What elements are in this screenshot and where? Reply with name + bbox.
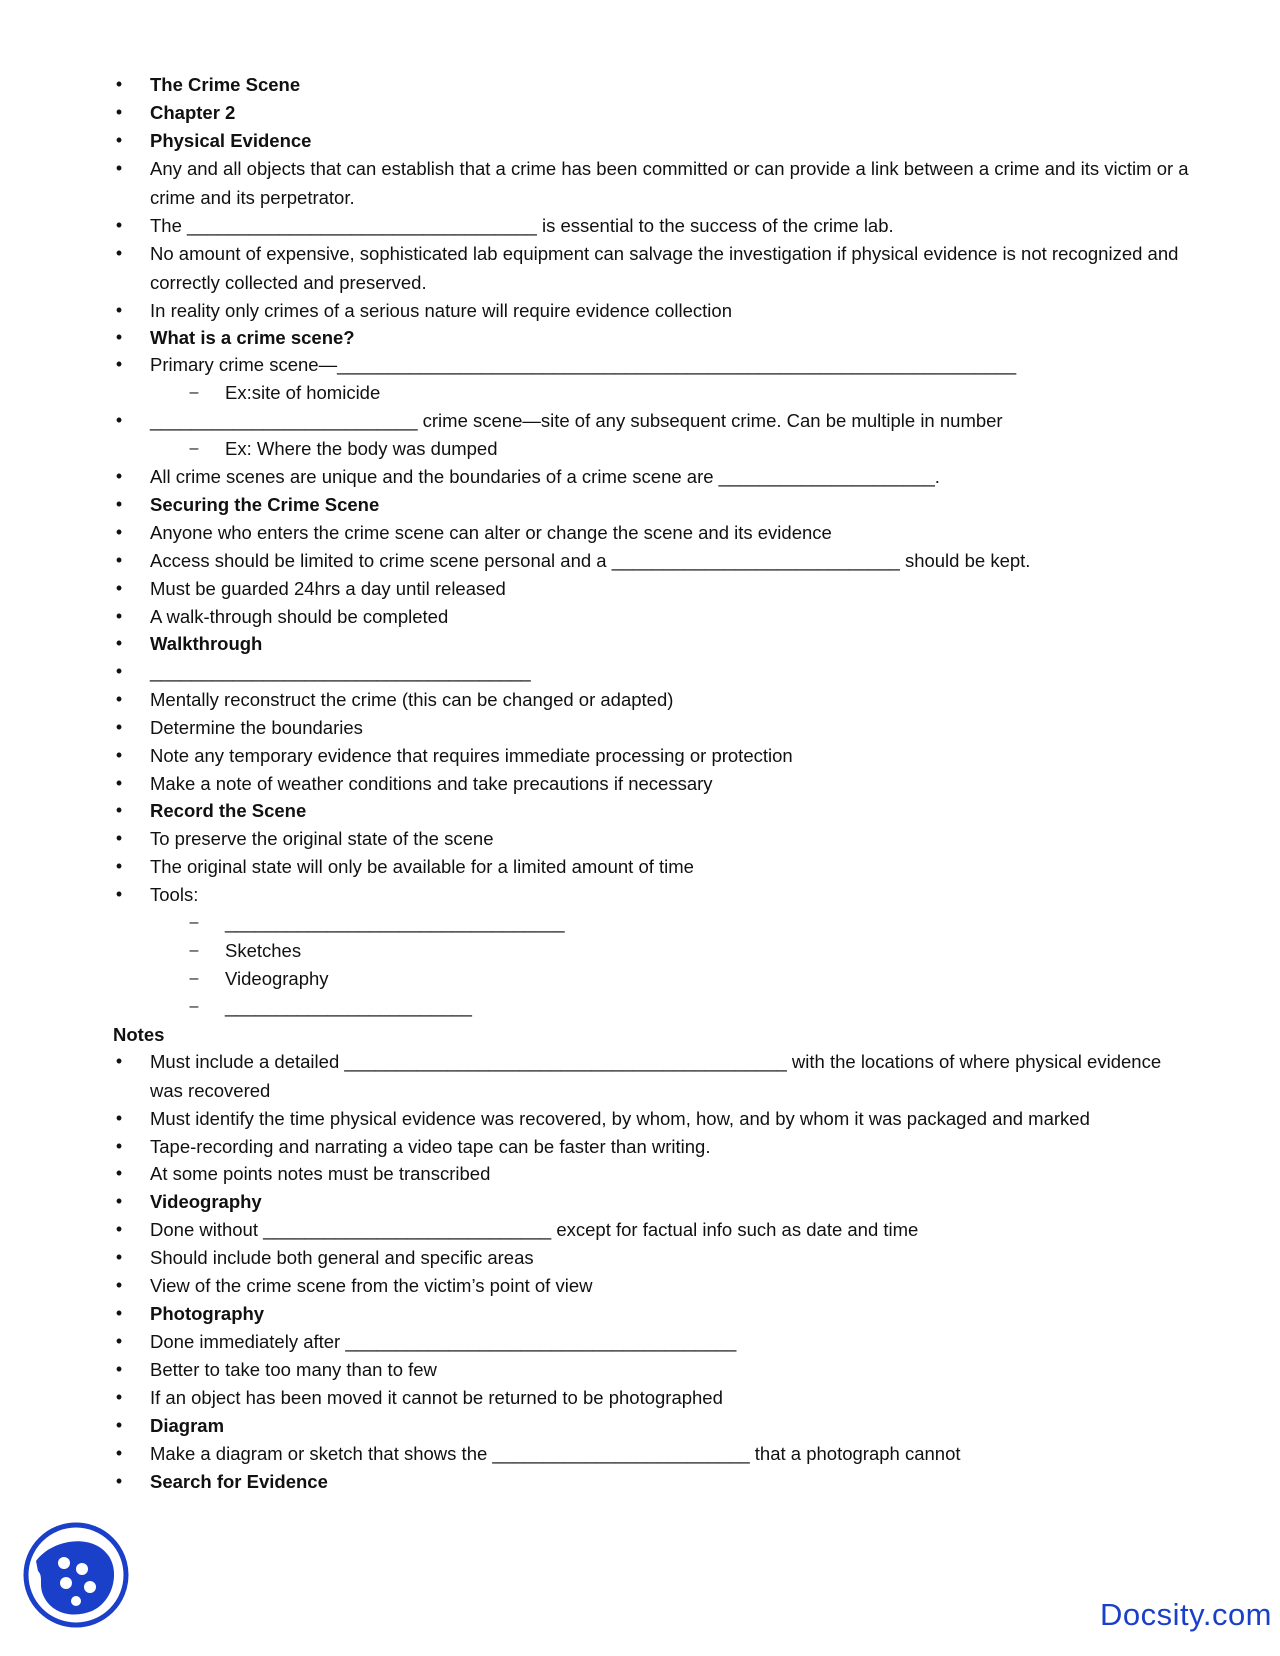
list-item: All crime scenes are unique and the boundaries of a crime scene are _____________________. [150,466,940,487]
list-item: Better to take too many than to few [150,1359,437,1380]
bullet-icon: • [115,327,123,347]
list-item: The __________________________________ is essential to the success of the crime lab. [150,215,894,236]
bullet-icon: • [115,1443,123,1463]
list-item: If an object has been moved it cannot be returned to be photographed [150,1387,723,1408]
bullet-icon: • [115,1331,123,1351]
bullet-heading: Search for Evidence [150,1471,328,1492]
list-item: Must identify the time physical evidence was recovered, by whom, how, and by whom it was packaged and marked [150,1108,1090,1129]
list-item: Note any temporary evidence that requires immediate processing or protection [150,745,793,766]
bullet-icon: • [115,494,123,514]
bullet-heading: Record the Scene [150,800,307,821]
bullet-icon: • [115,745,123,765]
bullet-icon: • [115,1136,123,1156]
bullet-heading: Photography [150,1303,265,1324]
list-item: Must include a detailed ___________________________________________ with the locations of where physical evidence was recovered [150,1051,1162,1101]
dash-icon: – [189,440,199,457]
list-item: Make a note of weather conditions and take precautions if necessary [150,773,713,794]
sub-list-item: _________________________________ [225,912,565,933]
bullet-icon: • [115,1247,123,1267]
bullet-icon: • [115,1108,123,1128]
bullet-icon: • [115,158,123,178]
bullet-heading: Physical Evidence [150,130,312,151]
bullet-icon: • [115,1191,123,1211]
list-item: Done immediately after ______________________________________ [150,1331,737,1352]
bullet-icon: • [115,466,123,486]
list-item: Tape-recording and narrating a video tape can be faster than writing. [150,1136,711,1157]
bullet-icon: • [115,856,123,876]
docsity-brand-link[interactable]: Docsity.com [1100,1597,1273,1632]
bullet-icon: • [115,606,123,626]
bullet-icon: • [115,550,123,570]
list-item: A walk-through should be completed [150,606,449,627]
bullet-icon: • [115,689,123,709]
list-item: To preserve the original state of the scene [150,828,494,849]
bullet-icon: • [115,1387,123,1407]
docsity-logo-icon [22,1521,130,1629]
dash-icon: – [189,914,199,931]
bullet-heading: Walkthrough [150,633,263,654]
bullet-icon: • [115,130,123,150]
list-item: Must be guarded 24hrs a day until released [150,578,506,599]
bullet-heading: Securing the Crime Scene [150,494,380,515]
bullet-heading: Videography [150,1191,262,1212]
list-item: Mentally reconstruct the crime (this can be changed or adapted) [150,689,674,710]
bullet-icon: • [115,578,123,598]
dash-icon: – [189,970,199,987]
bullet-icon: • [115,74,123,94]
list-item: Any and all objects that can establish that a crime has been committed or can provide a link between a crime and its victim or a crime and its perpetrator. [150,158,1189,208]
bullet-icon: • [115,354,123,374]
list-item: The original state will only be available for a limited amount of time [150,856,694,877]
list-item: No amount of expensive, sophisticated lab equipment can salvage the investigation if physical evidence is not recognized and correctly collected and preserved. [150,243,1179,293]
bullet-icon: • [115,243,123,263]
bullet-icon: • [115,102,123,122]
list-item: __________________________ crime scene—site of any subsequent crime. Can be multiple in number [150,410,1003,431]
dash-icon: – [189,942,199,959]
bullet-heading: What is a crime scene? [150,327,355,348]
sub-list-item: Ex: Where the body was dumped [225,438,498,459]
bullet-icon: • [115,633,123,653]
bullet-icon: • [115,828,123,848]
bullet-icon: • [115,1471,123,1491]
bullet-icon: • [115,300,123,320]
list-item: Access should be limited to crime scene personal and a ____________________________ should be kept. [150,550,1031,571]
sub-list-item: Sketches [225,940,302,961]
sub-list-item: Ex:site of homicide [225,382,381,403]
bullet-icon: • [115,1415,123,1435]
list-item: Tools: [150,884,199,905]
dash-icon: – [189,384,199,401]
bullet-icon: • [115,1303,123,1323]
bullet-icon: • [115,522,123,542]
bullet-icon: • [115,1275,123,1295]
bullet-heading: Diagram [150,1415,225,1436]
list-item: Determine the boundaries [150,717,363,738]
bullet-icon: • [115,773,123,793]
list-item: Anyone who enters the crime scene can alter or change the scene and its evidence [150,522,832,543]
list-item: Primary crime scene—__________________________________________________________________ [150,354,1017,375]
sub-list-item: ________________________ [225,996,472,1017]
bullet-icon: • [115,1163,123,1183]
bullet-icon: • [115,800,123,820]
sub-list-item: Videography [225,968,329,989]
bullet-icon: • [115,884,123,904]
list-item: At some points notes must be transcribed [150,1163,491,1184]
list-item: _____________________________________ [150,661,531,682]
bullet-icon: • [115,1359,123,1379]
list-item: View of the crime scene from the victim’s point of view [150,1275,593,1296]
bullet-icon: • [115,1219,123,1239]
bullet-icon: • [115,410,123,430]
dash-icon: – [189,998,199,1015]
section-heading: Notes [113,1024,165,1045]
bullet-heading: The Crime Scene [150,74,301,95]
bullet-icon: • [115,661,123,681]
bullet-icon: • [115,215,123,235]
bullet-icon: • [115,1051,123,1071]
list-item: In reality only crimes of a serious nature will require evidence collection [150,300,732,321]
bullet-heading: Chapter 2 [150,102,236,123]
list-item: Should include both general and specific areas [150,1247,534,1268]
list-item: Make a diagram or sketch that shows the _________________________ that a photograph cannot [150,1443,961,1464]
list-item: Done without ____________________________ except for factual info such as date and time [150,1219,919,1240]
bullet-icon: • [115,717,123,737]
